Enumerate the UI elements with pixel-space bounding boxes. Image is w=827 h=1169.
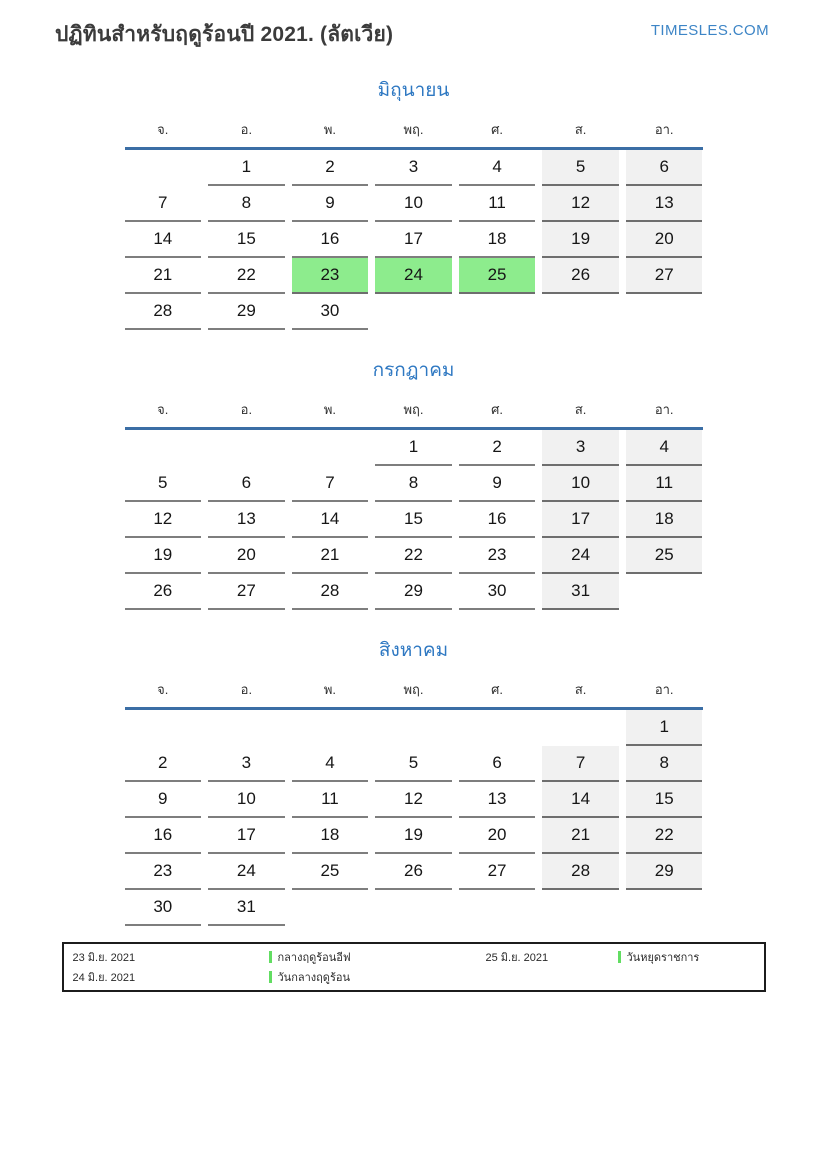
legend-label: วันหยุดราชการ	[626, 951, 700, 964]
weekday-label: พฤ.	[403, 402, 424, 417]
day-cell: 25	[459, 258, 536, 294]
day-cell: 12	[542, 186, 619, 222]
day-cell: 21	[292, 538, 369, 574]
empty-cell	[459, 294, 536, 330]
legend-box	[62, 942, 766, 992]
day-cell: 18	[459, 222, 536, 258]
empty-cell	[375, 710, 452, 746]
empty-cell	[542, 890, 619, 926]
empty-cell	[125, 430, 202, 466]
legend-item	[269, 948, 486, 966]
empty-cell	[125, 150, 202, 186]
day-cell: 19	[542, 222, 619, 258]
day-cell: 26	[125, 574, 202, 610]
day-cell: 5	[125, 466, 202, 502]
empty-cell	[459, 710, 536, 746]
day-cell: 26	[542, 258, 619, 294]
day-cell: 19	[375, 818, 452, 854]
empty-cell	[626, 294, 703, 330]
months-container	[0, 75, 827, 926]
day-cell: 9	[292, 186, 369, 222]
legend-label: วันกลางฤดูร้อน	[277, 971, 350, 984]
month-grid	[125, 430, 703, 610]
day-cell: 29	[208, 294, 285, 330]
day-cell: 10	[542, 466, 619, 502]
weekday-header-row	[125, 119, 703, 150]
day-cell: 11	[626, 466, 703, 502]
empty-cell	[125, 710, 202, 746]
day-cell: 22	[208, 258, 285, 294]
day-cell: 19	[125, 538, 202, 574]
weekday-label: ส.	[574, 682, 587, 697]
empty-cell	[292, 890, 369, 926]
day-cell: 5	[542, 150, 619, 186]
empty-cell	[292, 430, 369, 466]
day-cell: 13	[459, 782, 536, 818]
day-cell: 21	[125, 258, 202, 294]
day-cell: 28	[125, 294, 202, 330]
month-section-3	[125, 635, 703, 926]
month-grid	[125, 710, 703, 926]
day-cell: 24	[542, 538, 619, 574]
day-cell: 9	[459, 466, 536, 502]
day-cell: 18	[292, 818, 369, 854]
empty-cell	[208, 430, 285, 466]
day-cell: 26	[375, 854, 452, 890]
day-cell: 29	[375, 574, 452, 610]
day-cell: 2	[292, 150, 369, 186]
day-cell: 27	[208, 574, 285, 610]
day-cell: 6	[208, 466, 285, 502]
empty-cell	[626, 574, 703, 610]
weekday-label: ศ.	[491, 122, 503, 137]
day-cell: 4	[292, 746, 369, 782]
day-cell: 1	[626, 710, 703, 746]
legend-date: 24 มิ.ย. 2021	[72, 972, 136, 984]
weekday-label: จ.	[157, 122, 169, 137]
weekday-header-row	[125, 679, 703, 710]
day-cell: 9	[125, 782, 202, 818]
day-cell: 4	[459, 150, 536, 186]
weekday-label: ศ.	[491, 402, 503, 417]
weekday-label: พ.	[323, 122, 337, 137]
day-cell: 2	[459, 430, 536, 466]
day-cell: 17	[375, 222, 452, 258]
day-cell: 10	[375, 186, 452, 222]
day-cell: 22	[375, 538, 452, 574]
empty-cell	[208, 710, 285, 746]
weekday-label: พ.	[323, 402, 337, 417]
day-cell: 17	[208, 818, 285, 854]
weekday-label: ศ.	[491, 682, 503, 697]
day-cell: 15	[626, 782, 703, 818]
month-title: มิถุนายน	[377, 80, 450, 101]
holiday-marker-icon	[269, 951, 272, 963]
day-cell: 16	[292, 222, 369, 258]
day-cell: 5	[375, 746, 452, 782]
day-cell: 16	[459, 502, 536, 538]
weekday-label: อา.	[654, 122, 674, 137]
legend-date: 23 มิ.ย. 2021	[72, 952, 136, 964]
weekday-label: อา.	[654, 682, 674, 697]
weekday-label: ส.	[574, 402, 587, 417]
day-cell: 28	[542, 854, 619, 890]
month-section-1	[125, 75, 703, 330]
day-cell: 4	[626, 430, 703, 466]
day-cell: 27	[626, 258, 703, 294]
day-cell: 3	[375, 150, 452, 186]
day-cell: 14	[125, 222, 202, 258]
day-cell: 15	[375, 502, 452, 538]
weekday-label: ส.	[574, 122, 587, 137]
empty-cell	[542, 710, 619, 746]
weekday-label: อ.	[240, 122, 253, 137]
site-link[interactable]: TIMESLES.COM	[650, 22, 769, 39]
day-cell: 17	[542, 502, 619, 538]
day-cell: 14	[292, 502, 369, 538]
day-cell: 8	[375, 466, 452, 502]
day-cell: 29	[626, 854, 703, 890]
empty-cell	[375, 294, 452, 330]
day-cell: 20	[459, 818, 536, 854]
day-cell: 1	[375, 430, 452, 466]
weekday-label: จ.	[157, 402, 169, 417]
empty-cell	[626, 890, 703, 926]
weekday-header-row	[125, 399, 703, 430]
empty-cell	[375, 890, 452, 926]
day-cell: 7	[542, 746, 619, 782]
day-cell: 20	[208, 538, 285, 574]
day-cell: 3	[208, 746, 285, 782]
empty-cell	[292, 710, 369, 746]
month-grid	[125, 150, 703, 330]
day-cell: 30	[125, 890, 202, 926]
page-header	[0, 0, 827, 51]
day-cell: 31	[208, 890, 285, 926]
weekday-label: พ.	[323, 682, 337, 697]
day-cell: 2	[125, 746, 202, 782]
holiday-marker-icon	[618, 951, 621, 963]
legend-label: กลางฤดูร้อนอีฟ	[277, 951, 351, 964]
day-cell: 31	[542, 574, 619, 610]
weekday-label: จ.	[157, 682, 169, 697]
day-cell: 20	[626, 222, 703, 258]
weekday-label: อา.	[654, 402, 674, 417]
day-cell: 12	[125, 502, 202, 538]
day-cell: 23	[125, 854, 202, 890]
legend-spacer	[618, 976, 755, 977]
day-cell: 8	[208, 186, 285, 222]
day-cell: 24	[375, 258, 452, 294]
day-cell: 30	[292, 294, 369, 330]
weekday-label: พฤ.	[403, 122, 424, 137]
day-cell: 24	[208, 854, 285, 890]
day-cell: 28	[292, 574, 369, 610]
day-cell: 8	[626, 746, 703, 782]
day-cell: 10	[208, 782, 285, 818]
day-cell: 30	[459, 574, 536, 610]
page-title: ปฏิทินสำหรับฤดูร้อนปี 2021. (ลัตเวีย)	[55, 23, 394, 46]
day-cell: 18	[626, 502, 703, 538]
day-cell: 6	[459, 746, 536, 782]
day-cell: 25	[626, 538, 703, 574]
day-cell: 11	[459, 186, 536, 222]
day-cell: 16	[125, 818, 202, 854]
day-cell: 11	[292, 782, 369, 818]
weekday-label: อ.	[240, 682, 253, 697]
month-title: กรกฎาคม	[372, 360, 455, 381]
weekday-label: พฤ.	[403, 682, 424, 697]
day-cell: 7	[292, 466, 369, 502]
legend-item	[618, 948, 755, 966]
day-cell: 27	[459, 854, 536, 890]
month-title: สิงหาคม	[378, 640, 449, 661]
day-cell: 13	[626, 186, 703, 222]
legend-item	[269, 968, 486, 986]
legend-spacer	[486, 976, 618, 977]
empty-cell	[459, 890, 536, 926]
day-cell: 7	[125, 186, 202, 222]
day-cell: 1	[208, 150, 285, 186]
day-cell: 15	[208, 222, 285, 258]
day-cell: 23	[459, 538, 536, 574]
day-cell: 25	[292, 854, 369, 890]
day-cell: 3	[542, 430, 619, 466]
day-cell: 6	[626, 150, 703, 186]
empty-cell	[542, 294, 619, 330]
day-cell: 22	[626, 818, 703, 854]
day-cell: 13	[208, 502, 285, 538]
day-cell: 23	[292, 258, 369, 294]
day-cell: 14	[542, 782, 619, 818]
day-cell: 21	[542, 818, 619, 854]
legend-date: 25 มิ.ย. 2021	[485, 952, 549, 964]
month-section-2	[125, 355, 703, 610]
holiday-marker-icon	[269, 971, 272, 983]
weekday-label: อ.	[240, 402, 253, 417]
day-cell: 12	[375, 782, 452, 818]
